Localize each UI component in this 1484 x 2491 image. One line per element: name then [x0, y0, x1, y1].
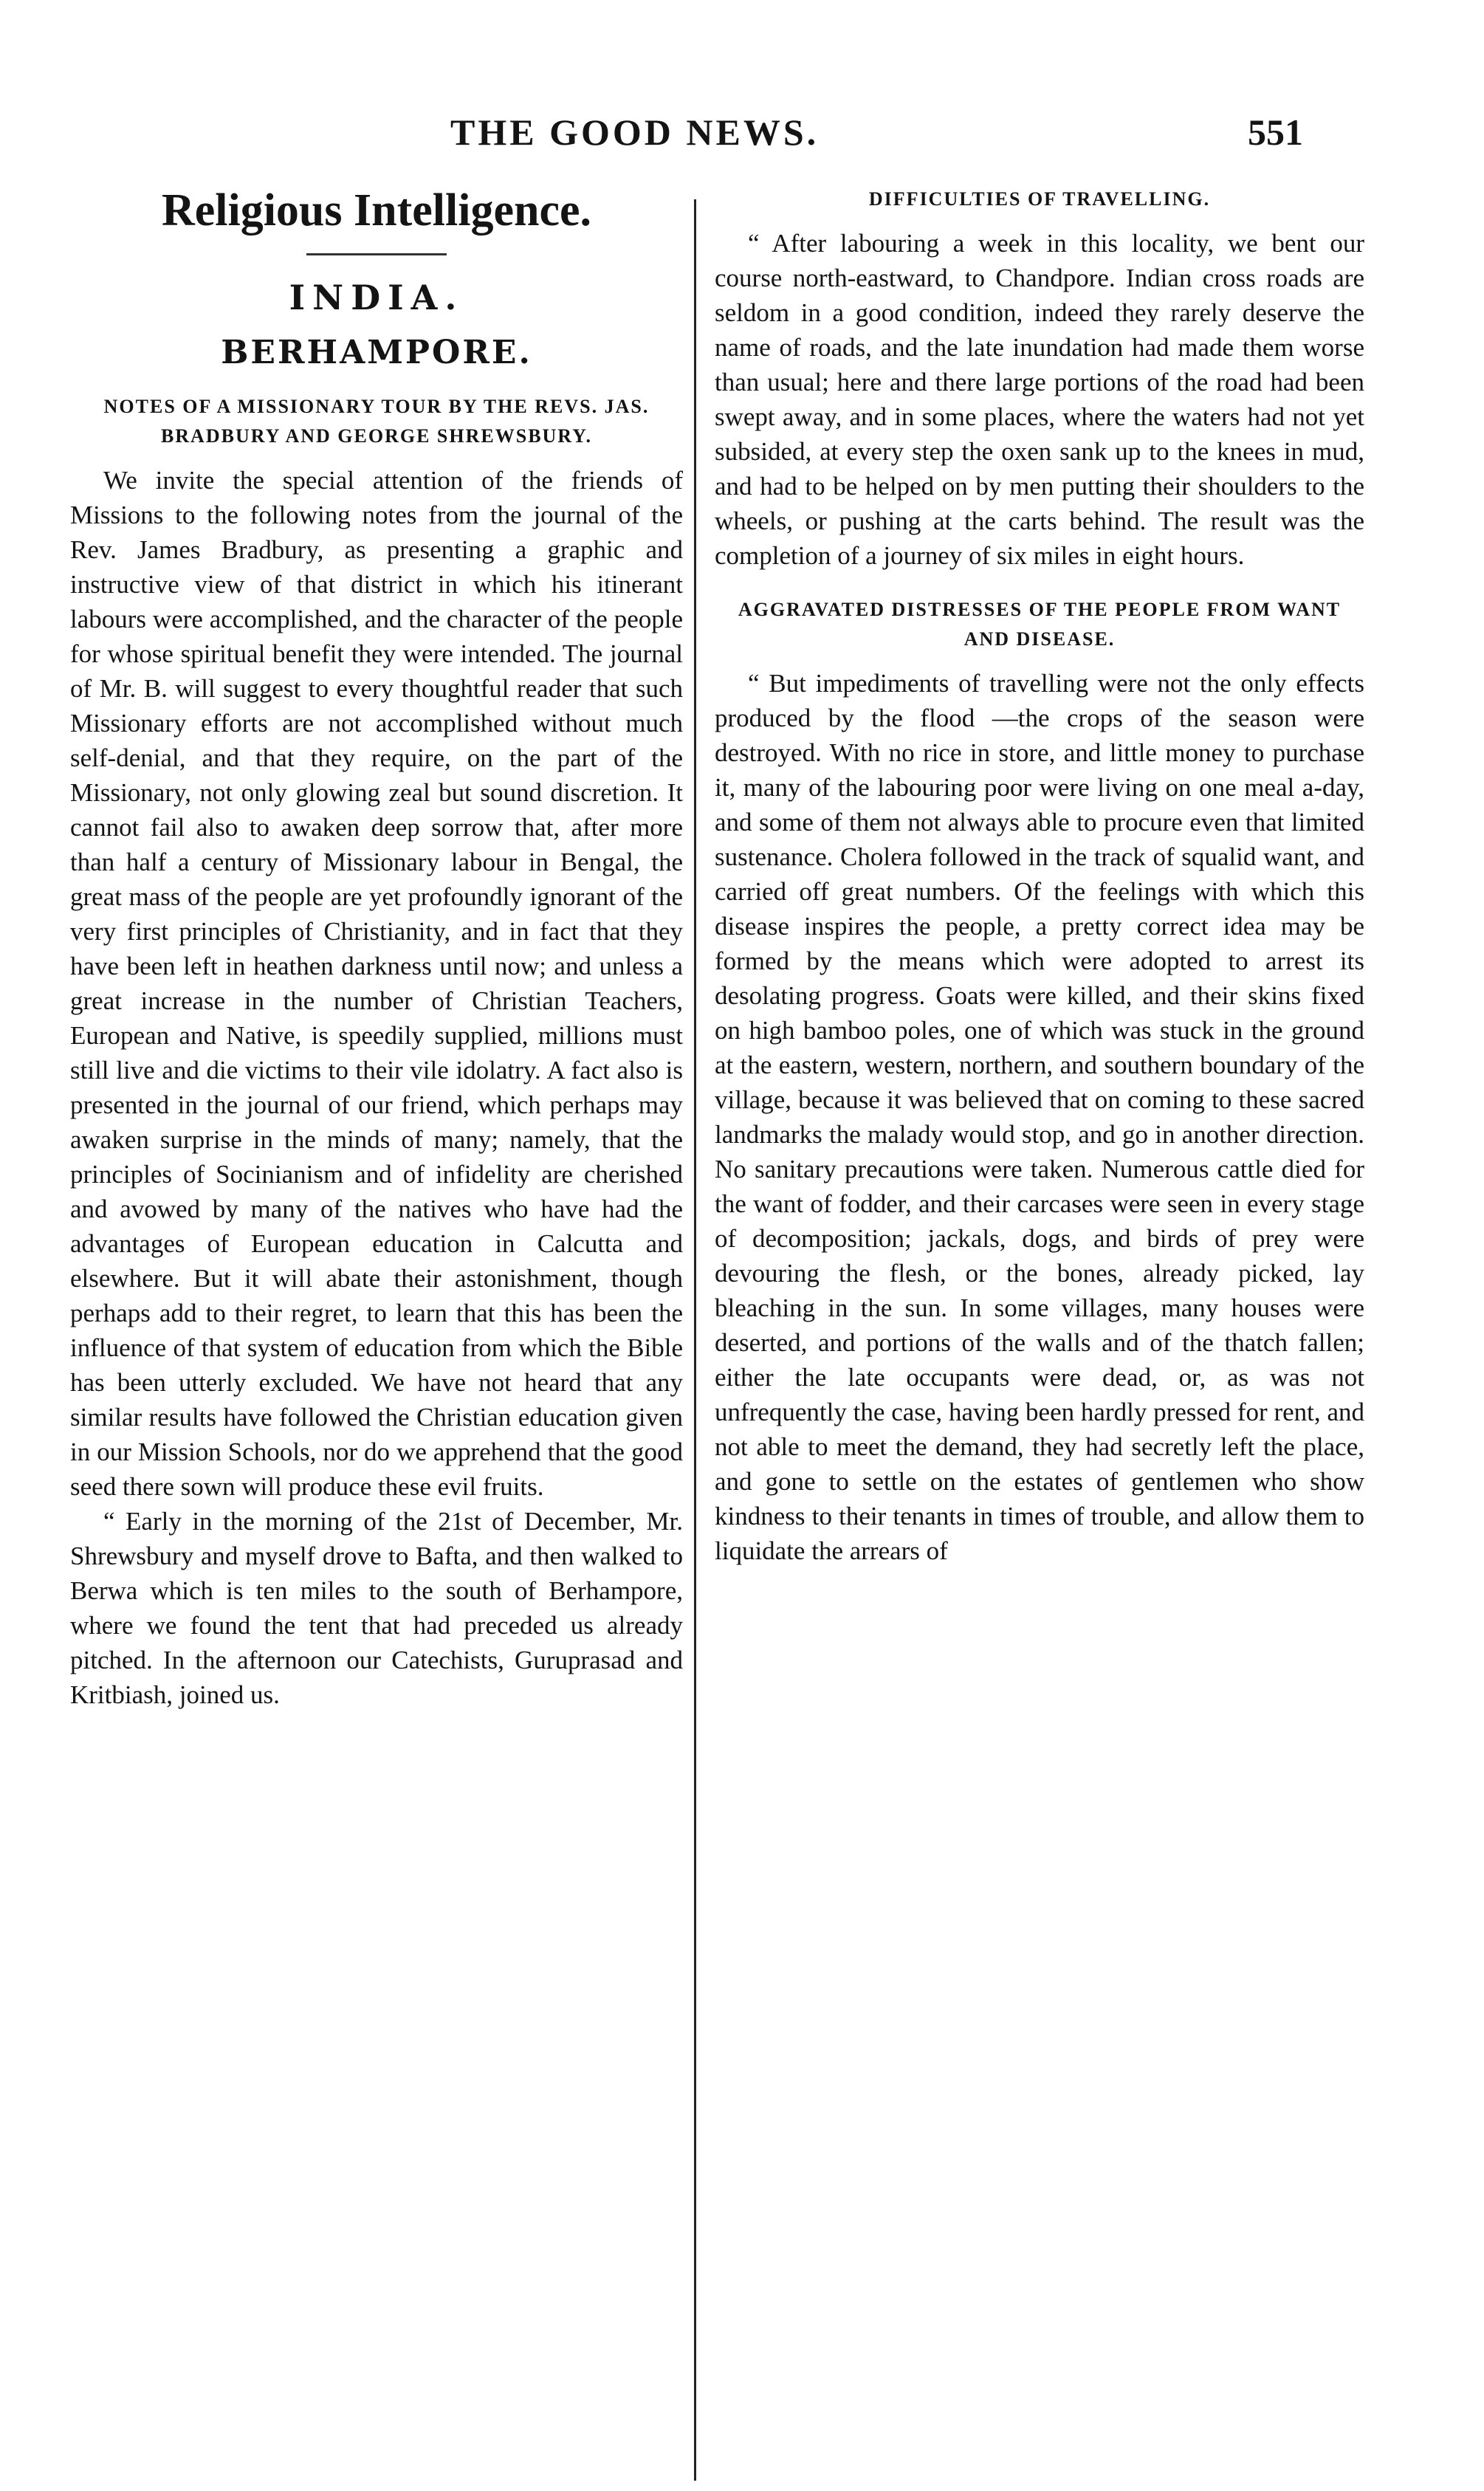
column-divider [694, 199, 696, 2481]
place-heading: BERHAMPORE. [221, 334, 532, 371]
subsection-heading: DIFFICULTIES OF TRAVELLING. [868, 188, 1211, 210]
paragraph: “ After labouring a week in this locality, we bent our course north-eastward, to Chandpore. Indian cross roads are seldom in a good condition, indeed they rarely deserve the name of roads, and the late inundation had made them worse than usual; here and there large portions of the road had been swept away, and in some places, where the waters had not yet subsided, at every step the oxen sank up to the knees in mud, and had to be helped on by men putting their shoulders to the wheels, or pushing at the carts behind. The result was the completion of a journey of six miles in eight hours. [715, 229, 1364, 570]
subsection-heading: AGGRAVATED DISTRESSES OF THE PEOPLE FROM WANT AND DISEASE. [738, 599, 1342, 650]
paragraph: “ Early in the morning of the 21st of December, Mr. Shrewsbury and myself drove to Bafta, and then walked to Berwa which is ten miles to the south of Berhampore, where we found the tent that had preceded us already pitched. In the afternoon our Catechists, Guruprasad and Kritbiash, joined us. [70, 1507, 683, 1709]
country-heading: INDIA. [289, 278, 464, 317]
paragraph: We invite the special attention of the friends of Missions to the following notes from the journal of the Rev. James Bradbury, as presenting a graphic and instructive view of that district in which his itinerant labours were accomplished, and the character of the people for whose spiritual benefit they were intended. The journal of Mr. B. will suggest to every thoughtful reader that such Missionary efforts are not accomplished without much self-denial, and that they require, on the part of the Missionary, not only glowing zeal but sound discretion. It cannot fail also to awaken deep sorrow that, after more than half a century of Missionary labour in Bengal, the great mass of the people are yet profoundly ignorant of the very first principles of Christianity, and in fact that they have been left in heathen darkness until now; and unless a great increase in the number of Christian Teachers, European and Native, is speedily supplied, millions must still live and die victims to their vile idolatry. A fact also is presented in the journal of our friend, which perhaps may awaken surprise in the minds of many; namely, that the principles of Socinianism and of infidelity are cherished and avowed by many of the natives who have had the advantages of European education in Calcutta and elsewhere. But it will abate their astonishment, though perhaps add to their regret, to learn that this has been the influence of that system of education from which the Bible has been utterly excluded. We have not heard that any similar results have followed the Christian education given in our Mission Schools, nor do we apprehend that the good seed there sown will produce these evil fruits. [70, 466, 683, 1501]
page-number: 551 [1248, 111, 1303, 153]
left-column [70, 185, 683, 1712]
running-header [0, 111, 1484, 170]
heading-rule [306, 253, 447, 255]
publication-title: THE GOOD NEWS. [450, 111, 820, 153]
right-column [715, 185, 1364, 1568]
section-heading: Religious Intelligence. [161, 185, 592, 236]
article-subheading: NOTES OF A MISSIONARY TOUR BY THE REVS. JAS. BRADBURY AND GEORGE SHREWSBURY. [103, 396, 650, 447]
paragraph: “ But impediments of travelling were not the only effects produced by the flood —the crops of the season were destroyed. With no rice in store, and little money to purchase it, many of the labouring poor were living on one meal a-day, and some of them not always able to procure even that limited sustenance. Cholera followed in the track of squalid want, and carried off great numbers. Of the feelings with which this disease inspires the people, a pretty correct idea may be formed by the means which were adopted to arrest its desolating progress. Goats were killed, and their skins fixed on high bamboo poles, one of which was stuck in the ground at the eastern, western, northern, and southern boundary of the village, because it was believed that on coming to these sacred landmarks the malady would stop, and go in another direction. No sanitary precautions were taken. Numerous cattle died for the want of fodder, and their carcases were seen in every stage of decomposition; jackals, dogs, and birds of prey were devouring the flesh, or the bones, already picked, lay bleaching in the sun. In some villages, many houses were deserted, and portions of the walls and of the thatch fallen; either the late occupants were dead, or, as was not unfrequently the case, having been hardly pressed for rent, and not able to meet the demand, they had secretly left the place, and gone to settle on the estates of gentlemen who show kindness to their tenants in times of trouble, and allow them to liquidate the arrears of [715, 669, 1364, 1565]
